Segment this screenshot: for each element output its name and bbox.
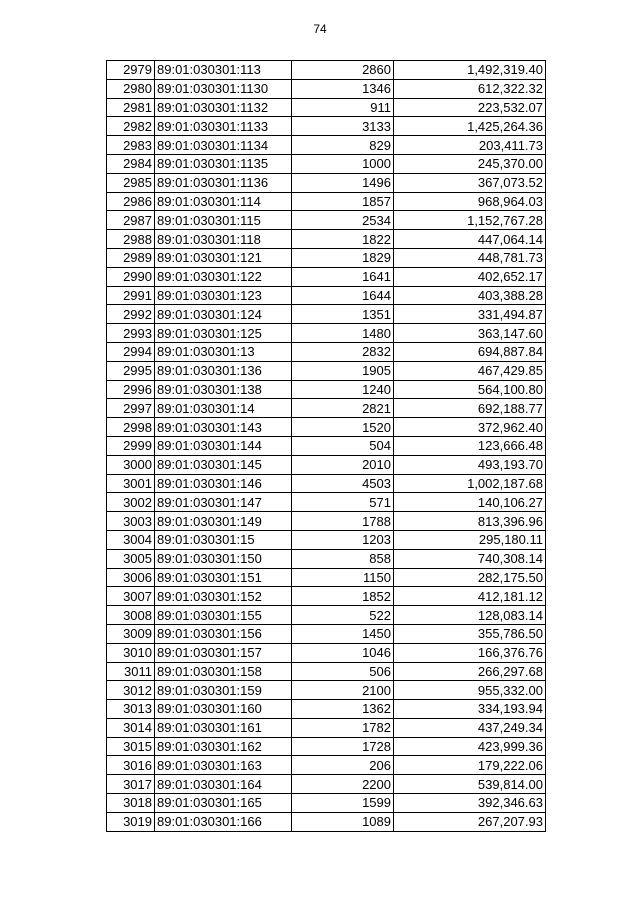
area-cell: 2010	[292, 455, 394, 474]
area-cell: 1905	[292, 361, 394, 380]
cadastral-number-cell: 89:01:030301:158	[155, 662, 292, 681]
value-cell: 412,181.12	[394, 587, 546, 606]
cadastral-number-cell: 89:01:030301:1136	[155, 173, 292, 192]
area-cell: 1496	[292, 173, 394, 192]
value-cell: 179,222.06	[394, 756, 546, 775]
cadastral-number-cell: 89:01:030301:165	[155, 794, 292, 813]
value-cell: 1,492,319.40	[394, 61, 546, 80]
table-row	[107, 436, 546, 455]
table-row	[107, 775, 546, 794]
row-number-cell: 3005	[107, 549, 155, 568]
row-number-cell: 3017	[107, 775, 155, 794]
value-cell: 140,106.27	[394, 493, 546, 512]
row-number-cell: 3007	[107, 587, 155, 606]
cadastral-number-cell: 89:01:030301:146	[155, 474, 292, 493]
cadastral-number-cell: 89:01:030301:155	[155, 606, 292, 625]
table-row	[107, 361, 546, 380]
area-cell: 1852	[292, 587, 394, 606]
cadastral-number-cell: 89:01:030301:113	[155, 61, 292, 80]
area-cell: 1203	[292, 530, 394, 549]
row-number-cell: 2996	[107, 380, 155, 399]
cadastral-number-cell: 89:01:030301:159	[155, 681, 292, 700]
cadastral-number-cell: 89:01:030301:147	[155, 493, 292, 512]
area-cell: 2200	[292, 775, 394, 794]
row-number-cell: 3008	[107, 606, 155, 625]
table-row	[107, 324, 546, 343]
row-number-cell: 2992	[107, 305, 155, 324]
cadastral-number-cell: 89:01:030301:123	[155, 286, 292, 305]
row-number-cell: 3015	[107, 737, 155, 756]
area-cell: 1829	[292, 248, 394, 267]
area-cell: 1728	[292, 737, 394, 756]
area-cell: 571	[292, 493, 394, 512]
cadastral-number-cell: 89:01:030301:1134	[155, 136, 292, 155]
cadastral-number-cell: 89:01:030301:149	[155, 512, 292, 531]
table-row	[107, 474, 546, 493]
area-cell: 206	[292, 756, 394, 775]
value-cell: 245,370.00	[394, 154, 546, 173]
row-number-cell: 3014	[107, 718, 155, 737]
cadastral-number-cell: 89:01:030301:125	[155, 324, 292, 343]
area-cell: 1351	[292, 305, 394, 324]
table-row	[107, 399, 546, 418]
table-row	[107, 812, 546, 831]
cadastral-number-cell: 89:01:030301:145	[155, 455, 292, 474]
table-row	[107, 248, 546, 267]
row-number-cell: 2981	[107, 98, 155, 117]
cadastral-number-cell: 89:01:030301:13	[155, 342, 292, 361]
table-row	[107, 606, 546, 625]
row-number-cell: 3001	[107, 474, 155, 493]
value-cell: 955,332.00	[394, 681, 546, 700]
table-row	[107, 154, 546, 173]
table-row	[107, 286, 546, 305]
table-row	[107, 305, 546, 324]
value-cell: 123,666.48	[394, 436, 546, 455]
area-cell: 1240	[292, 380, 394, 399]
area-cell: 522	[292, 606, 394, 625]
value-cell: 282,175.50	[394, 568, 546, 587]
cadastral-number-cell: 89:01:030301:151	[155, 568, 292, 587]
cadastral-number-cell: 89:01:030301:150	[155, 549, 292, 568]
table-row	[107, 455, 546, 474]
area-cell: 1450	[292, 624, 394, 643]
row-number-cell: 2985	[107, 173, 155, 192]
table-row	[107, 587, 546, 606]
cadastral-number-cell: 89:01:030301:161	[155, 718, 292, 737]
area-cell: 2534	[292, 211, 394, 230]
row-number-cell: 3003	[107, 512, 155, 531]
area-cell: 1046	[292, 643, 394, 662]
cadastral-number-cell: 89:01:030301:163	[155, 756, 292, 775]
cadastral-number-cell: 89:01:030301:15	[155, 530, 292, 549]
row-number-cell: 2983	[107, 136, 155, 155]
table-row	[107, 98, 546, 117]
row-number-cell: 2993	[107, 324, 155, 343]
value-cell: 813,396.96	[394, 512, 546, 531]
cadastral-number-cell: 89:01:030301:160	[155, 700, 292, 719]
value-cell: 367,073.52	[394, 173, 546, 192]
area-cell: 1644	[292, 286, 394, 305]
value-cell: 493,193.70	[394, 455, 546, 474]
row-number-cell: 2988	[107, 230, 155, 249]
cadastral-number-cell: 89:01:030301:138	[155, 380, 292, 399]
area-cell: 1362	[292, 700, 394, 719]
value-cell: 392,346.63	[394, 794, 546, 813]
area-cell: 1599	[292, 794, 394, 813]
value-cell: 223,532.07	[394, 98, 546, 117]
area-cell: 1857	[292, 192, 394, 211]
table-row	[107, 794, 546, 813]
cadastral-number-cell: 89:01:030301:1132	[155, 98, 292, 117]
cadastral-number-cell: 89:01:030301:115	[155, 211, 292, 230]
table-row	[107, 136, 546, 155]
value-cell: 423,999.36	[394, 737, 546, 756]
value-cell: 467,429.85	[394, 361, 546, 380]
value-cell: 355,786.50	[394, 624, 546, 643]
value-cell: 331,494.87	[394, 305, 546, 324]
row-number-cell: 2994	[107, 342, 155, 361]
row-number-cell: 2995	[107, 361, 155, 380]
row-number-cell: 2986	[107, 192, 155, 211]
value-cell: 448,781.73	[394, 248, 546, 267]
row-number-cell: 3016	[107, 756, 155, 775]
value-cell: 295,180.11	[394, 530, 546, 549]
area-cell: 1089	[292, 812, 394, 831]
value-cell: 612,322.32	[394, 79, 546, 98]
row-number-cell: 3018	[107, 794, 155, 813]
area-cell: 911	[292, 98, 394, 117]
area-cell: 829	[292, 136, 394, 155]
row-number-cell: 3002	[107, 493, 155, 512]
row-number-cell: 3004	[107, 530, 155, 549]
area-cell: 506	[292, 662, 394, 681]
table-row	[107, 624, 546, 643]
table-row	[107, 117, 546, 136]
area-cell: 1782	[292, 718, 394, 737]
value-cell: 1,425,264.36	[394, 117, 546, 136]
area-cell: 1822	[292, 230, 394, 249]
table-row	[107, 173, 546, 192]
area-cell: 3133	[292, 117, 394, 136]
area-cell: 1150	[292, 568, 394, 587]
row-number-cell: 2982	[107, 117, 155, 136]
row-number-cell: 3012	[107, 681, 155, 700]
table-row	[107, 61, 546, 80]
cadastral-number-cell: 89:01:030301:122	[155, 267, 292, 286]
area-cell: 4503	[292, 474, 394, 493]
value-cell: 539,814.00	[394, 775, 546, 794]
value-cell: 363,147.60	[394, 324, 546, 343]
row-number-cell: 2997	[107, 399, 155, 418]
table-row	[107, 418, 546, 437]
row-number-cell: 3013	[107, 700, 155, 719]
table-row	[107, 380, 546, 399]
table-row	[107, 549, 546, 568]
table-row	[107, 700, 546, 719]
table-row	[107, 512, 546, 531]
table-row	[107, 718, 546, 737]
table-row	[107, 493, 546, 512]
value-cell: 203,411.73	[394, 136, 546, 155]
table-row	[107, 737, 546, 756]
table-row	[107, 342, 546, 361]
area-cell: 2832	[292, 342, 394, 361]
row-number-cell: 3011	[107, 662, 155, 681]
row-number-cell: 3006	[107, 568, 155, 587]
area-cell: 1346	[292, 79, 394, 98]
row-number-cell: 2980	[107, 79, 155, 98]
row-number-cell: 2979	[107, 61, 155, 80]
table-row	[107, 681, 546, 700]
cadastral-number-cell: 89:01:030301:162	[155, 737, 292, 756]
cadastral-number-cell: 89:01:030301:164	[155, 775, 292, 794]
value-cell: 266,297.68	[394, 662, 546, 681]
table-row	[107, 756, 546, 775]
table-row	[107, 662, 546, 681]
row-number-cell: 3009	[107, 624, 155, 643]
cadastral-number-cell: 89:01:030301:156	[155, 624, 292, 643]
area-cell: 1480	[292, 324, 394, 343]
area-cell: 858	[292, 549, 394, 568]
row-number-cell: 3019	[107, 812, 155, 831]
cadastral-number-cell: 89:01:030301:144	[155, 436, 292, 455]
row-number-cell: 2999	[107, 436, 155, 455]
row-number-cell: 2990	[107, 267, 155, 286]
area-cell: 1000	[292, 154, 394, 173]
value-cell: 1,152,767.28	[394, 211, 546, 230]
value-cell: 968,964.03	[394, 192, 546, 211]
row-number-cell: 2989	[107, 248, 155, 267]
table-body	[107, 61, 546, 832]
cadastral-number-cell: 89:01:030301:1133	[155, 117, 292, 136]
value-cell: 447,064.14	[394, 230, 546, 249]
table-row	[107, 211, 546, 230]
cadastral-number-cell: 89:01:030301:166	[155, 812, 292, 831]
value-cell: 372,962.40	[394, 418, 546, 437]
table-row	[107, 530, 546, 549]
value-cell: 267,207.93	[394, 812, 546, 831]
table-row	[107, 267, 546, 286]
value-cell: 437,249.34	[394, 718, 546, 737]
cadastral-number-cell: 89:01:030301:143	[155, 418, 292, 437]
value-cell: 564,100.80	[394, 380, 546, 399]
area-cell: 1520	[292, 418, 394, 437]
row-number-cell: 2998	[107, 418, 155, 437]
value-cell: 403,388.28	[394, 286, 546, 305]
value-cell: 740,308.14	[394, 549, 546, 568]
cadastral-number-cell: 89:01:030301:124	[155, 305, 292, 324]
cadastral-number-cell: 89:01:030301:152	[155, 587, 292, 606]
value-cell: 694,887.84	[394, 342, 546, 361]
value-cell: 166,376.76	[394, 643, 546, 662]
row-number-cell: 3000	[107, 455, 155, 474]
area-cell: 2100	[292, 681, 394, 700]
area-cell: 1788	[292, 512, 394, 531]
table-row	[107, 192, 546, 211]
area-cell: 504	[292, 436, 394, 455]
value-cell: 334,193.94	[394, 700, 546, 719]
cadastral-number-cell: 89:01:030301:157	[155, 643, 292, 662]
value-cell: 1,002,187.68	[394, 474, 546, 493]
table-row	[107, 230, 546, 249]
value-cell: 692,188.77	[394, 399, 546, 418]
value-cell: 128,083.14	[394, 606, 546, 625]
page-number: 74	[313, 22, 327, 36]
row-number-cell: 2987	[107, 211, 155, 230]
area-cell: 1641	[292, 267, 394, 286]
cadastral-table	[106, 60, 546, 832]
cadastral-number-cell: 89:01:030301:14	[155, 399, 292, 418]
cadastral-number-cell: 89:01:030301:1130	[155, 79, 292, 98]
area-cell: 2821	[292, 399, 394, 418]
table-row	[107, 643, 546, 662]
row-number-cell: 3010	[107, 643, 155, 662]
cadastral-number-cell: 89:01:030301:121	[155, 248, 292, 267]
value-cell: 402,652.17	[394, 267, 546, 286]
table-row	[107, 79, 546, 98]
cadastral-number-cell: 89:01:030301:114	[155, 192, 292, 211]
row-number-cell: 2991	[107, 286, 155, 305]
cadastral-number-cell: 89:01:030301:1135	[155, 154, 292, 173]
cadastral-number-cell: 89:01:030301:136	[155, 361, 292, 380]
cadastral-number-cell: 89:01:030301:118	[155, 230, 292, 249]
table-row	[107, 568, 546, 587]
area-cell: 2860	[292, 61, 394, 80]
row-number-cell: 2984	[107, 154, 155, 173]
